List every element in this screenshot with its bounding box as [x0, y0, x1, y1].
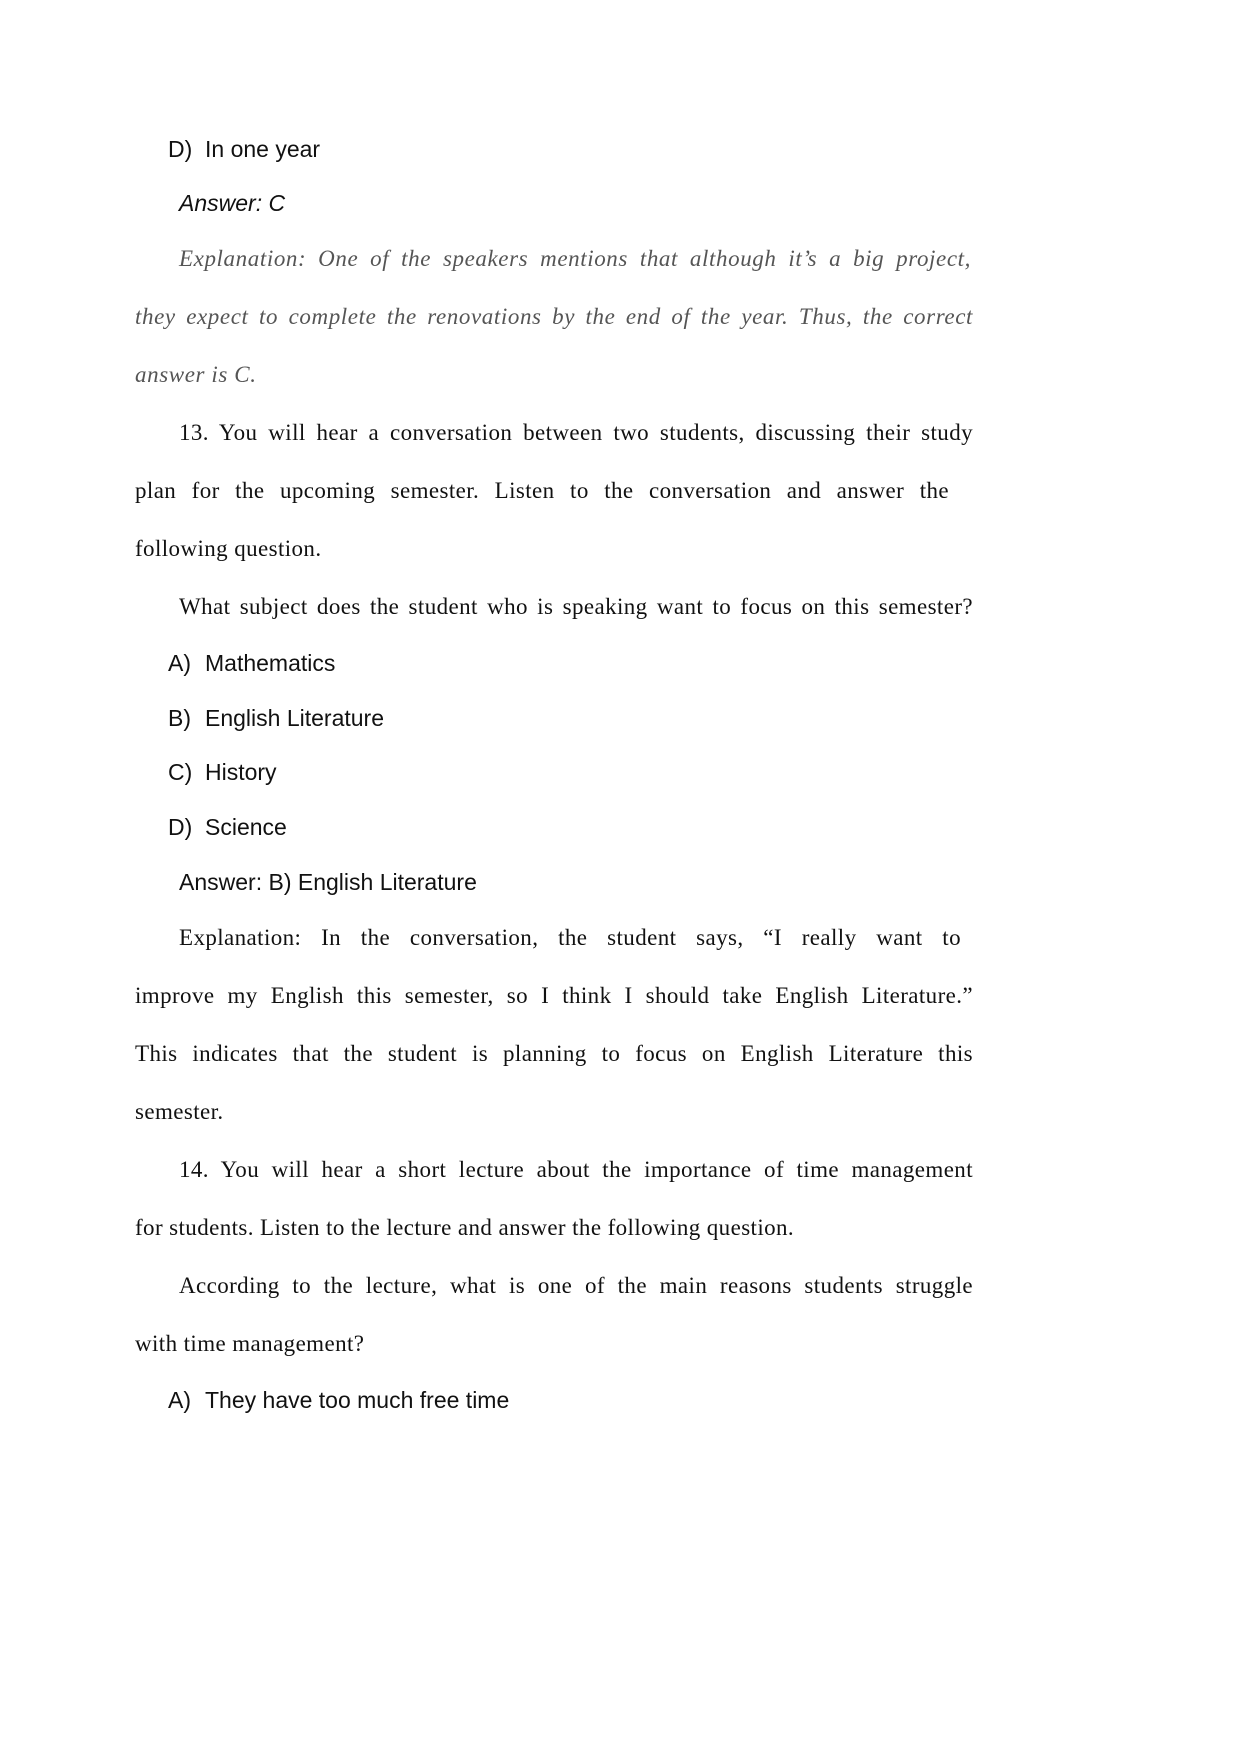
q13-option-b: [168, 707, 384, 730]
q13-option-d: [168, 816, 287, 839]
q13-explanation-line: Explanation: In the conversation, the student says, “I really want to: [179, 925, 961, 950]
option-letter: B): [168, 705, 191, 731]
q14-prompt-line: 14. You will hear a short lecture about the importance of time management: [179, 1157, 973, 1182]
q13-question: What subject does the student who is speaking want to focus on this semester?: [179, 594, 973, 619]
q14-option-a: [168, 1389, 509, 1412]
q14-question-line: with time management?: [135, 1331, 365, 1356]
q13-prompt-line: 13. You will hear a conversation between two students, discussing their study: [179, 420, 973, 445]
option-letter: A): [168, 650, 191, 676]
q14-prompt-line: for students. Listen to the lecture and answer the following question.: [135, 1215, 795, 1240]
q13-option-a: [168, 652, 335, 675]
q13-explanation-line: semester.: [135, 1099, 224, 1124]
option-text: English Literature: [205, 705, 384, 731]
option-letter: D): [168, 814, 193, 840]
prev-explanation-line: Explanation: One of the speakers mentions that although it’s a big project,: [179, 246, 971, 271]
prev-option-d: [168, 138, 320, 161]
q13-explanation-line: This indicates that the student is planning to focus on English Literature this: [135, 1041, 973, 1066]
q13-prompt-line: following question.: [135, 536, 322, 561]
q13-prompt-line: plan for the upcoming semester. Listen to the conversation and answer the: [135, 478, 949, 503]
option-letter: A): [168, 1387, 191, 1413]
option-text: In one year: [205, 136, 321, 162]
option-text: Mathematics: [205, 650, 336, 676]
q14-question-line: According to the lecture, what is one of the main reasons students struggle: [179, 1273, 973, 1298]
q13-answer: Answer: B) English Literature: [179, 869, 477, 895]
option-text: They have too much free time: [205, 1387, 510, 1413]
q13-option-c: [168, 761, 277, 784]
option-letter: C): [168, 759, 193, 785]
option-text: History: [205, 759, 277, 785]
option-text: Science: [205, 814, 287, 840]
q13-explanation-line: improve my English this semester, so I think I should take English Literature.”: [135, 983, 973, 1008]
prev-explanation-line: answer is C.: [135, 362, 257, 387]
option-letter: D): [168, 136, 193, 162]
prev-explanation-line: they expect to complete the renovations by the end of the year. Thus, the correct: [135, 304, 973, 329]
prev-answer: Answer: C: [179, 190, 286, 216]
